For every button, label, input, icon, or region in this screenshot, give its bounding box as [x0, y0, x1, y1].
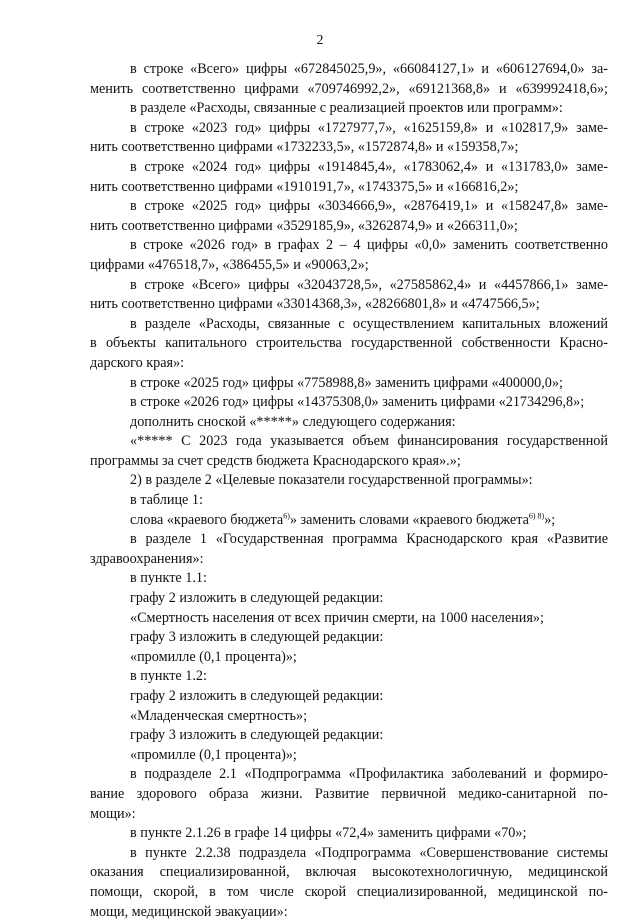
text-line: дарского края»: [90, 354, 185, 371]
text-line: в разделе «Расходы, связанные с осуществлением капитальных вложений [130, 315, 608, 332]
document-body [90, 60, 608, 922]
text-line: вание здорового образа жизни. Развитие первичной медико-санитарной по- [90, 785, 608, 802]
footnote-text-suffix: »; [544, 511, 556, 528]
text-line: в строке «2026 год» в графах 2 – 4 цифры «0,0» заменить соответственно [130, 237, 608, 254]
text-line: 2) в разделе 2 «Целевые показатели государственной программы»: [130, 472, 533, 489]
text-line: в пункте 2.1.26 в графе 14 цифры «72,4» заменить цифрами «70»; [130, 825, 527, 842]
text-line: нить соответственно цифрами «3529185,9», «3262874,9» и «266311,0»; [90, 217, 518, 234]
text-line: «***** С 2023 года указывается объем финансирования государственной [130, 433, 608, 450]
text-line: в строке «2025 год» цифры «3034666,9», «2876419,1» и «158247,8» заме- [130, 198, 608, 215]
text-line: в строке «Всего» цифры «672845025,9», «66084127,1» и «606127694,0» за- [130, 61, 608, 77]
text-line: нить соответственно цифрами «1732233,5», «1572874,8» и «159358,7»; [90, 139, 519, 156]
text-line: здравоохранения»: [90, 550, 204, 567]
text-line: нить соответственно цифрами «1910191,7», «1743375,5» и «166816,2»; [90, 178, 519, 195]
text-line: менить соответственно цифрами «709746992,2», «69121368,8» и «639992418,6»; [90, 80, 608, 97]
text-line: дополнить сноской «*****» следующего содержания: [130, 413, 456, 430]
text-line: оказания специализированной, включая высокотехнологичную, медицинской [90, 864, 608, 881]
text-line: помощи, скорой, в том числе скорой специализированной, медицинской по- [90, 883, 608, 900]
text-line: в объекты капитального строительства государственной собственности Красно- [90, 335, 608, 352]
text-line: в разделе «Расходы, связанные с реализацией проектов или программ»: [130, 100, 563, 117]
footnote-marker: 6) [283, 510, 290, 520]
text-line: мощи»: [90, 805, 136, 822]
text-line: графу 3 изложить в следующей редакции: [130, 629, 384, 646]
text-line: программы за счет средств бюджета Краснодарского края».»; [90, 452, 461, 469]
text-line: в строке «2026 год» цифры «14375308,0» заменить цифрами «21734296,8»; [130, 394, 585, 411]
text-line: в пункте 2.2.38 подраздела «Подпрограмма «Совершенствование системы [130, 844, 608, 861]
text-line: «Младенческая смертность»; [130, 707, 308, 724]
footnote-text-prefix: слова «краевого бюджета [130, 511, 284, 528]
text-line: нить соответственно цифрами «33014368,3», «28266801,8» и «4747566,5»; [90, 296, 540, 313]
text-line: в строке «2024 год» цифры «1914845,4», «1783062,4» и «131783,0» заме- [130, 158, 608, 175]
text-line: в строке «2023 год» цифры «1727977,7», «1625159,8» и «102817,9» заме- [130, 119, 608, 136]
text-line: в подразделе 2.1 «Подпрограмма «Профилактика заболеваний и формиро- [130, 766, 608, 783]
text-line: в пункте 1.2: [130, 668, 207, 685]
footnote-text-middle: » заменить словами «краевого бюджета [289, 511, 529, 528]
text-line: мощи, медицинской эвакуации»: [90, 903, 288, 920]
text-line: «промилле (0,1 процента)»; [130, 746, 297, 763]
text-line: графу 2 изложить в следующей редакции: [130, 590, 384, 607]
text-line: «Смертность населения от всех причин смерти, на 1000 населения»; [130, 609, 544, 626]
text-line: графу 3 изложить в следующей редакции: [130, 727, 384, 744]
text-line: цифрами «476518,7», «386455,5» и «90063,2»; [90, 256, 369, 273]
text-line: «промилле (0,1 процента)»; [130, 648, 297, 665]
text-line-with-footnote-marks [90, 511, 608, 531]
text-line: графу 2 изложить в следующей редакции: [130, 688, 384, 704]
text-line: в таблице 1: [130, 492, 203, 509]
text-line: в строке «Всего» цифры «32043728,5», «27585862,4» и «4457866,1» заме- [130, 276, 608, 293]
text-line: в пункте 1.1: [130, 570, 207, 587]
text-line: в разделе 1 «Государственная программа Краснодарского края «Развитие [130, 531, 608, 548]
text-line: в строке «2025 год» цифры «7758988,8» заменить цифрами «400000,0»; [130, 374, 563, 391]
page-number: 2 [316, 33, 324, 48]
footnote-marker: 6) 8) [528, 510, 545, 520]
